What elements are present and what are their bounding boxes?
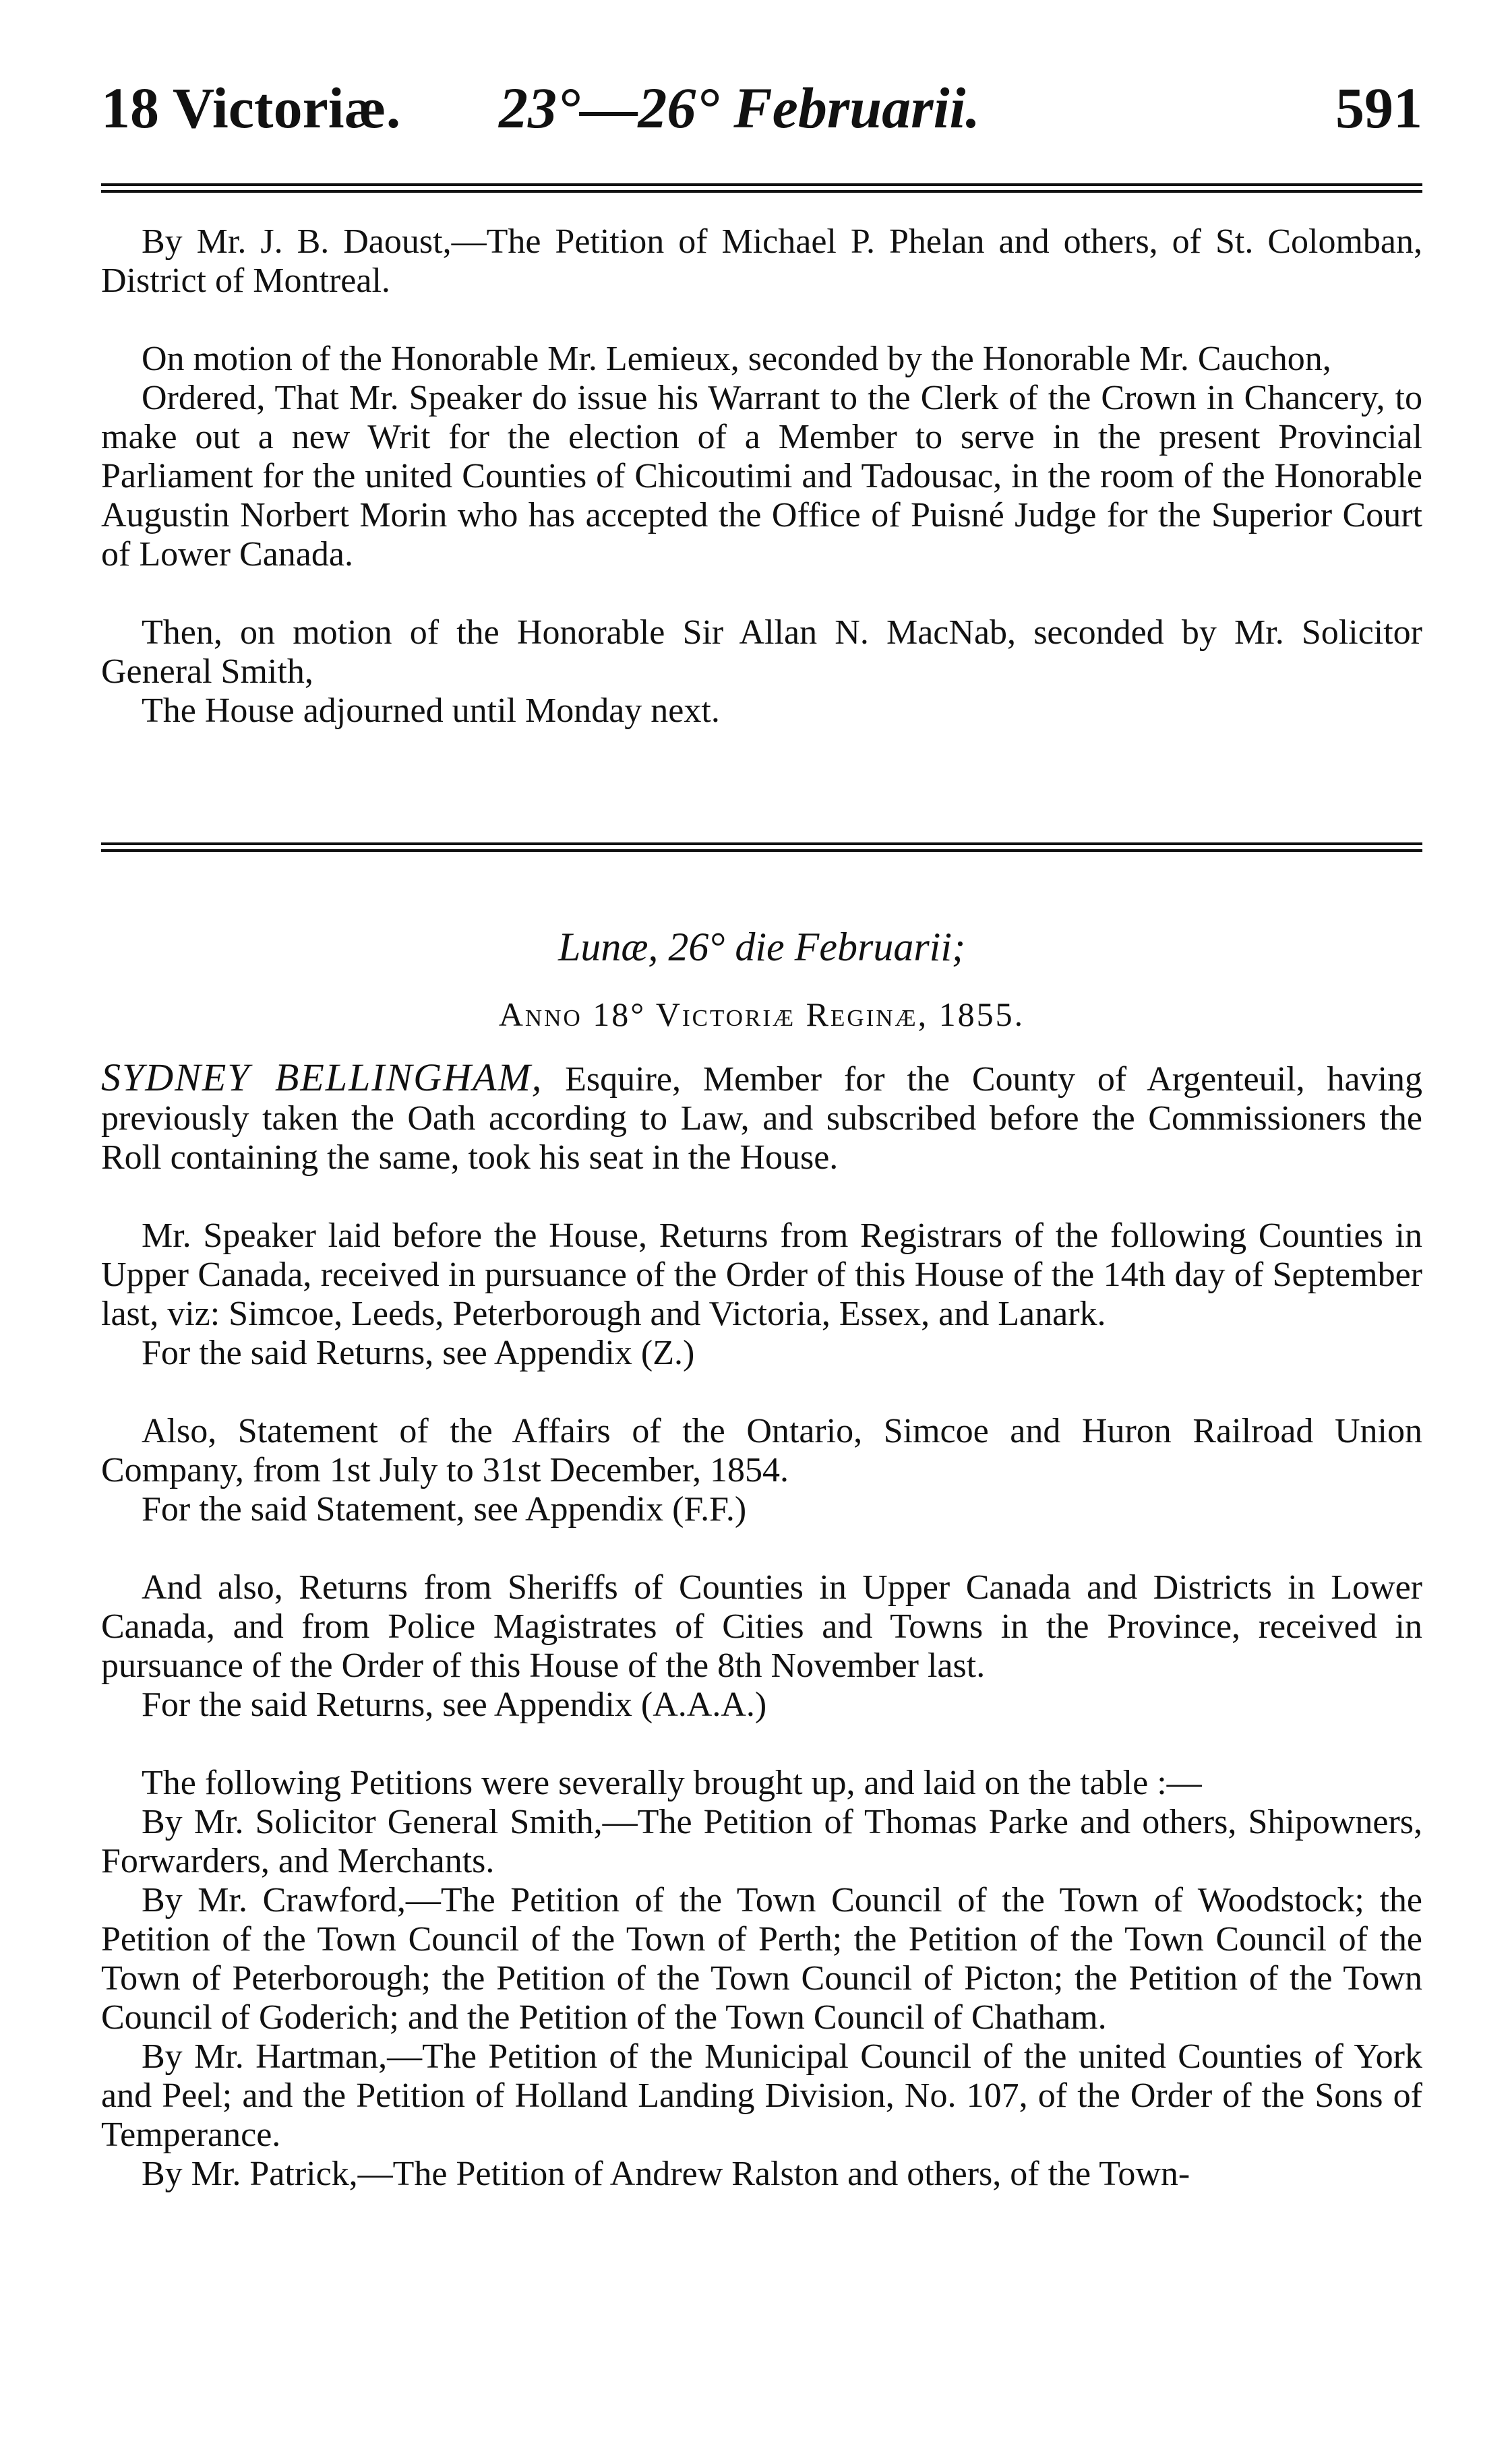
header-dates: 23°—26° Februarii.: [499, 75, 980, 140]
order-writ: Ordered, That Mr. Speaker do issue his Warrant to the Clerk of the Crown in Chancery, to make out a new Writ for the election of a Member to serve in the present Provincial Parliament for the united Counties of Chicoutimi and Tadousac, in the room of the Honorable Augustin Norbert Morin who has accepted the Office of Puisné Judge for the Superior Court of Lower Canada.: [101, 379, 1422, 574]
railroad-statement: Also, Statement of the Affairs of the Ontario, Simcoe and Huron Railroad Union Company, from 1st July to 31st December, 1854.: [101, 1412, 1422, 1489]
appendix-z-note: For the said Returns, see Appendix (Z.): [142, 1334, 695, 1372]
bellingham-entry: SYDNEY BELLINGHAM, Esquire, Member for the County of Argenteuil, having previously taken the Oath according to Law, and subscribed before the Commissioners the Roll containing the same, took his seat in the House.: [101, 1055, 1423, 1177]
section-26-february: [101, 923, 1422, 2194]
member-name: SYDNEY BELLINGHAM,: [101, 1055, 543, 1099]
appendix-ff-note: For the said Statement, see Appendix (F.F.): [142, 1490, 747, 1529]
day-heading: Lunæ, 26° die Februarii;: [558, 925, 965, 969]
header-rule: [101, 183, 1422, 193]
adjournment: The House adjourned until Monday next.: [142, 691, 720, 730]
petition-patrick: By Mr. Patrick,—The Petition of Andrew Ralston and others, of the Town-: [142, 2155, 1190, 2193]
header-regnal-year: 18 Victoriæ.: [101, 75, 401, 140]
page-header: [101, 71, 1422, 145]
petition-hartman: By Mr. Hartman,—The Petition of the Municipal Council of the united Counties of York and Peel; and the Petition of Holland Landing Division, No. 107, of the Order of the Sons of Temperance.: [101, 2037, 1422, 2154]
sheriff-returns: And also, Returns from Sheriffs of Counties in Upper Canada and Districts in Lower Canada, and from Police Magistrates of Cities and Towns in the Province, received in pursuance of the Order of this House of the 8th November last.: [101, 1568, 1422, 1685]
section-rule: [101, 842, 1422, 852]
appendix-aaa-note: For the said Returns, see Appendix (A.A.A.): [142, 1686, 767, 1724]
motion-macnab: Then, on motion of the Honorable Sir Allan N. MacNab, seconded by Mr. Solicitor General Smith,: [101, 613, 1422, 691]
page-number: 591: [1335, 75, 1422, 140]
petition-smith: By Mr. Solicitor General Smith,—The Petition of Thomas Parke and others, Shipowners, Forwarders, and Merchants.: [101, 1803, 1422, 1880]
section-23-february: [101, 222, 1422, 731]
document-page: [101, 0, 1429, 2464]
regnal-year-heading: Anno 18° Victoriæ Reginæ, 1855.: [498, 995, 1025, 1033]
petition-crawford: By Mr. Crawford,—The Petition of the Town Council of the Town of Woodstock; the Petition of the Town Council of the Town of Perth; the Petition of the Town Council of the Town of Peterborough; the Petition of the Town Council of Picton; the Petition of the Town Council of Goderich; and the Petition of the Town Council of Chatham.: [101, 1881, 1422, 2037]
registrar-returns: Mr. Speaker laid before the House, Returns from Registrars of the following Counties in Upper Canada, received in pursuance of the Order of this House of the 14th day of September last, viz: Simcoe, Leeds, Peterborough and Victoria, Essex, and Lanark.: [101, 1216, 1422, 1333]
petitions-intro: The following Petitions were severally brought up, and laid on the table :—: [142, 1764, 1202, 1802]
motion-lemieux: On motion of the Honorable Mr. Lemieux, seconded by the Honorable Mr. Cauchon,: [142, 340, 1331, 378]
petition-daoust: By Mr. J. B. Daoust,—The Petition of Michael P. Phelan and others, of St. Colomban, District of Montreal.: [101, 222, 1422, 300]
